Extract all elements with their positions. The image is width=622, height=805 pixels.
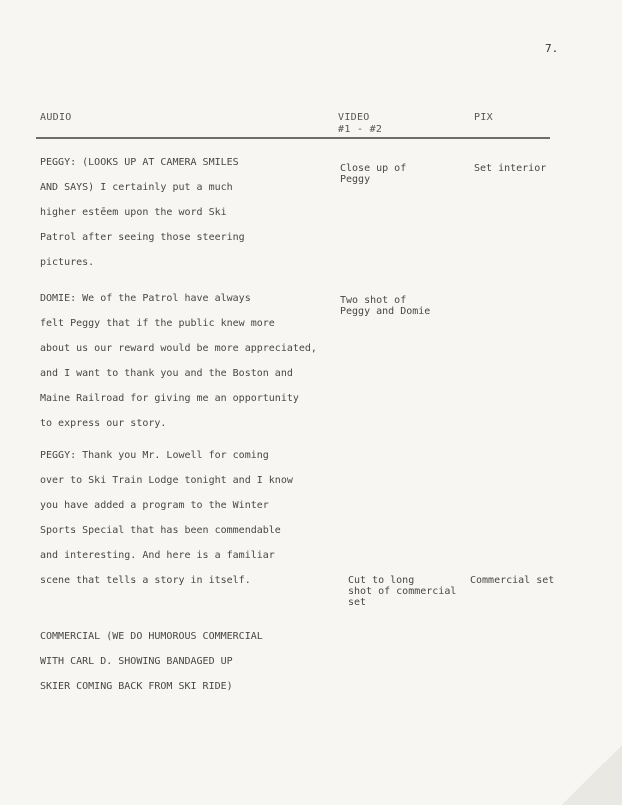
audio-column-header: AUDIO [40, 112, 72, 123]
video-cue-1: Close up of Peggy [340, 163, 407, 185]
page-number: 7. [545, 42, 559, 55]
audio-line: PEGGY: Thank you Mr. Lowell for coming [40, 450, 269, 461]
audio-line: higher estēem upon the word Ski [40, 207, 227, 218]
audio-line: to express our story. [40, 418, 167, 429]
audio-segment-2 [40, 286, 317, 436]
audio-segment-3 [40, 443, 293, 593]
pix-column-header: PIX [474, 112, 493, 123]
audio-line: SKIER COMING BACK FROM SKI RIDE) [40, 681, 233, 692]
video-cue-2: Two shot of Peggy and Domie [340, 295, 431, 317]
audio-line: about us our reward would be more appreciated, [40, 343, 317, 354]
audio-line: and I want to thank you and the Boston and [40, 368, 293, 379]
audio-line: Patrol after seeing those steering [40, 232, 245, 243]
audio-line: over to Ski Train Lodge tonight and I know [40, 475, 293, 486]
page-corner-fold [562, 745, 622, 805]
audio-line: DOMIE: We of the Patrol have always [40, 293, 251, 304]
header-rule [36, 137, 550, 139]
audio-line: Maine Railroad for giving me an opportunity [40, 393, 299, 404]
video-column-header: VIDEO #1 - #2 [338, 112, 383, 135]
audio-line: WITH CARL D. SHOWING BANDAGED UP [40, 656, 233, 667]
audio-line: PEGGY: (LOOKS UP AT CAMERA SMILES [40, 157, 239, 168]
audio-line: pictures. [40, 257, 95, 268]
audio-line: AND SAYS) I certainly put a much [40, 182, 233, 193]
audio-segment-1 [40, 150, 245, 275]
audio-line: you have added a program to the Winter [40, 500, 269, 511]
audio-line: Sports Special that has been commendable [40, 525, 281, 536]
audio-segment-4 [40, 624, 263, 699]
pix-cue-1: Set interior [474, 163, 547, 174]
pix-cue-3: Commercial set [470, 575, 555, 586]
audio-line: scene that tells a story in itself. [40, 575, 251, 586]
video-cue-3: Cut to long shot of commercial set [348, 575, 457, 608]
audio-line: COMMERCIAL (WE DO HUMOROUS COMMERCIAL [40, 631, 263, 642]
audio-line: felt Peggy that if the public knew more [40, 318, 275, 329]
audio-line: and interesting. And here is a familiar [40, 550, 275, 561]
